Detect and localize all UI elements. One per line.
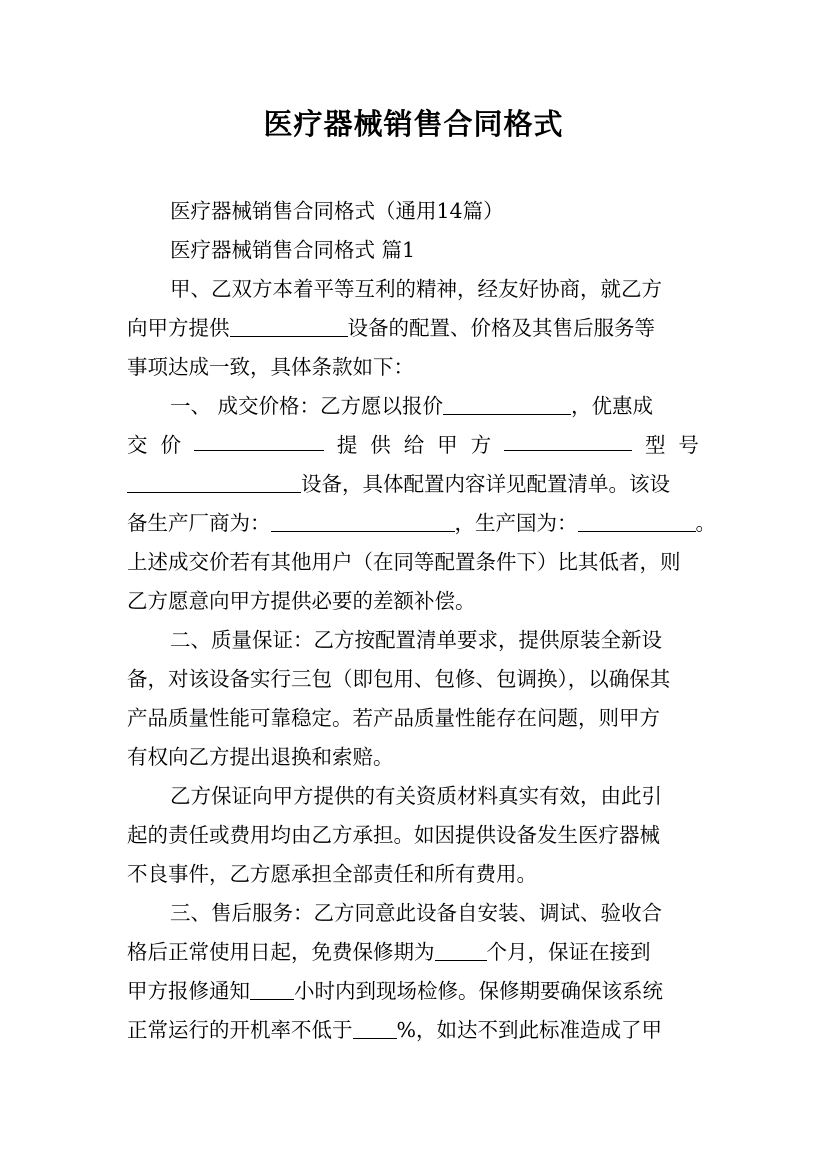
clause1-line-3 [127, 469, 670, 499]
word-jia-party: 甲 [437, 433, 458, 457]
clause3-line-1: 三、售后服务：乙方同意此设备自安装、调试、验收合 [170, 901, 662, 925]
clause2-line-3: 产品质量性能可靠稳定。若产品质量性能存在问题，则甲方 [127, 706, 660, 730]
word-fang: 方 [470, 433, 492, 457]
clause3-line-3-text-b: 小时内到现场检修。保修期要确保该系统 [294, 979, 663, 1003]
clause3-line-3 [127, 976, 663, 1006]
clause3-line-3-text-a: 甲方报修通知 [127, 979, 250, 1003]
document-title: 医疗器械销售合同格式 [263, 107, 564, 141]
intro-line-2-text-b: 设备的配置、价格及其售后服务等 [347, 316, 655, 340]
supplier-blank [504, 430, 632, 451]
clause2b-line-3: 不良事件，乙方愿承担全部责任和所有费用。 [127, 862, 537, 886]
document-subtitle: 医疗器械销售合同格式（通用14篇） [170, 199, 504, 223]
clause3-line-2-text-a: 格后正常使用日起，免费保修期为 [127, 940, 435, 964]
clause2-line-2: 备，对该设备实行三包（即包用、包修、包调换），以确保其 [127, 667, 671, 691]
clause3-line-2 [127, 937, 651, 967]
clause1-line-1-text-b: ，优惠成 [571, 394, 654, 418]
quoted-price-blank [443, 394, 571, 415]
clause2b-line-2: 起的责任或费用均由乙方承担。如因提供设备发生医疗器械 [127, 823, 660, 847]
clause1-line-6: 乙方愿意向甲方提供必要的差额补偿。 [127, 589, 476, 613]
clause1-line-5: 上述成交价若有其他用户（在同等配置条件下）比其低者，则 [127, 550, 681, 574]
section-heading: 医疗器械销售合同格式 篇1 [170, 238, 416, 262]
clause3-line-4 [127, 1015, 662, 1045]
clause3-line-4-text-a: 正常运行的开机率不低于 [127, 1018, 353, 1042]
clause3-line-2-text-b: 个月，保证在接到 [486, 940, 651, 964]
clause2-line-1: 二、质量保证：乙方按配置清单要求，提供原装全新设 [170, 628, 662, 652]
warranty-months-blank [435, 940, 487, 961]
word-xing: 型 [644, 433, 666, 457]
manufacturer-blank [271, 511, 455, 532]
clause1-line-4-text-a: 备生产厂商为： [127, 511, 271, 535]
word-gei: 给 [403, 433, 425, 457]
intro-line-3: 事项达成一致，具体条款如下： [127, 355, 414, 379]
word-ti: 提 [336, 433, 358, 457]
word-gong: 供 [370, 433, 391, 457]
clause1-line-1-text-a: 一、 成交价格：乙方愿以报价 [170, 394, 444, 418]
intro-line-2-text-a: 向甲方提供 [127, 316, 230, 340]
uptime-percent-blank [353, 1018, 397, 1039]
word-hao: 号 [678, 433, 699, 457]
clause1-line-4-text-c: 。 [695, 511, 716, 535]
clause2b-line-1: 乙方保证向甲方提供的有关资质材料真实有效，由此引 [170, 784, 662, 808]
clause1-line-1 [170, 391, 653, 421]
clause3-line-4-text-b: %，如达不到此标准造成了甲 [396, 1018, 662, 1042]
response-hours-blank [250, 979, 294, 1000]
country-blank [578, 511, 696, 532]
clause1-line-2 [127, 430, 699, 460]
word-jia: 价 [160, 433, 181, 457]
clause1-line-4 [127, 508, 716, 538]
clause1-line-4-text-b: ，生产国为： [454, 511, 578, 535]
device-name-blank [230, 316, 348, 337]
model-blank [127, 472, 301, 493]
deal-price-blank [194, 430, 324, 451]
intro-line-1: 甲、乙双方本着平等互利的精神，经友好协商，就乙方 [170, 277, 662, 301]
clause1-line-3-text: 设备，具体配置内容详见配置清单。该设 [301, 472, 670, 496]
clause2-line-4: 有权向乙方提出退换和索赔。 [127, 745, 394, 769]
intro-line-2 [127, 313, 655, 343]
word-jiao: 交 [127, 433, 148, 457]
